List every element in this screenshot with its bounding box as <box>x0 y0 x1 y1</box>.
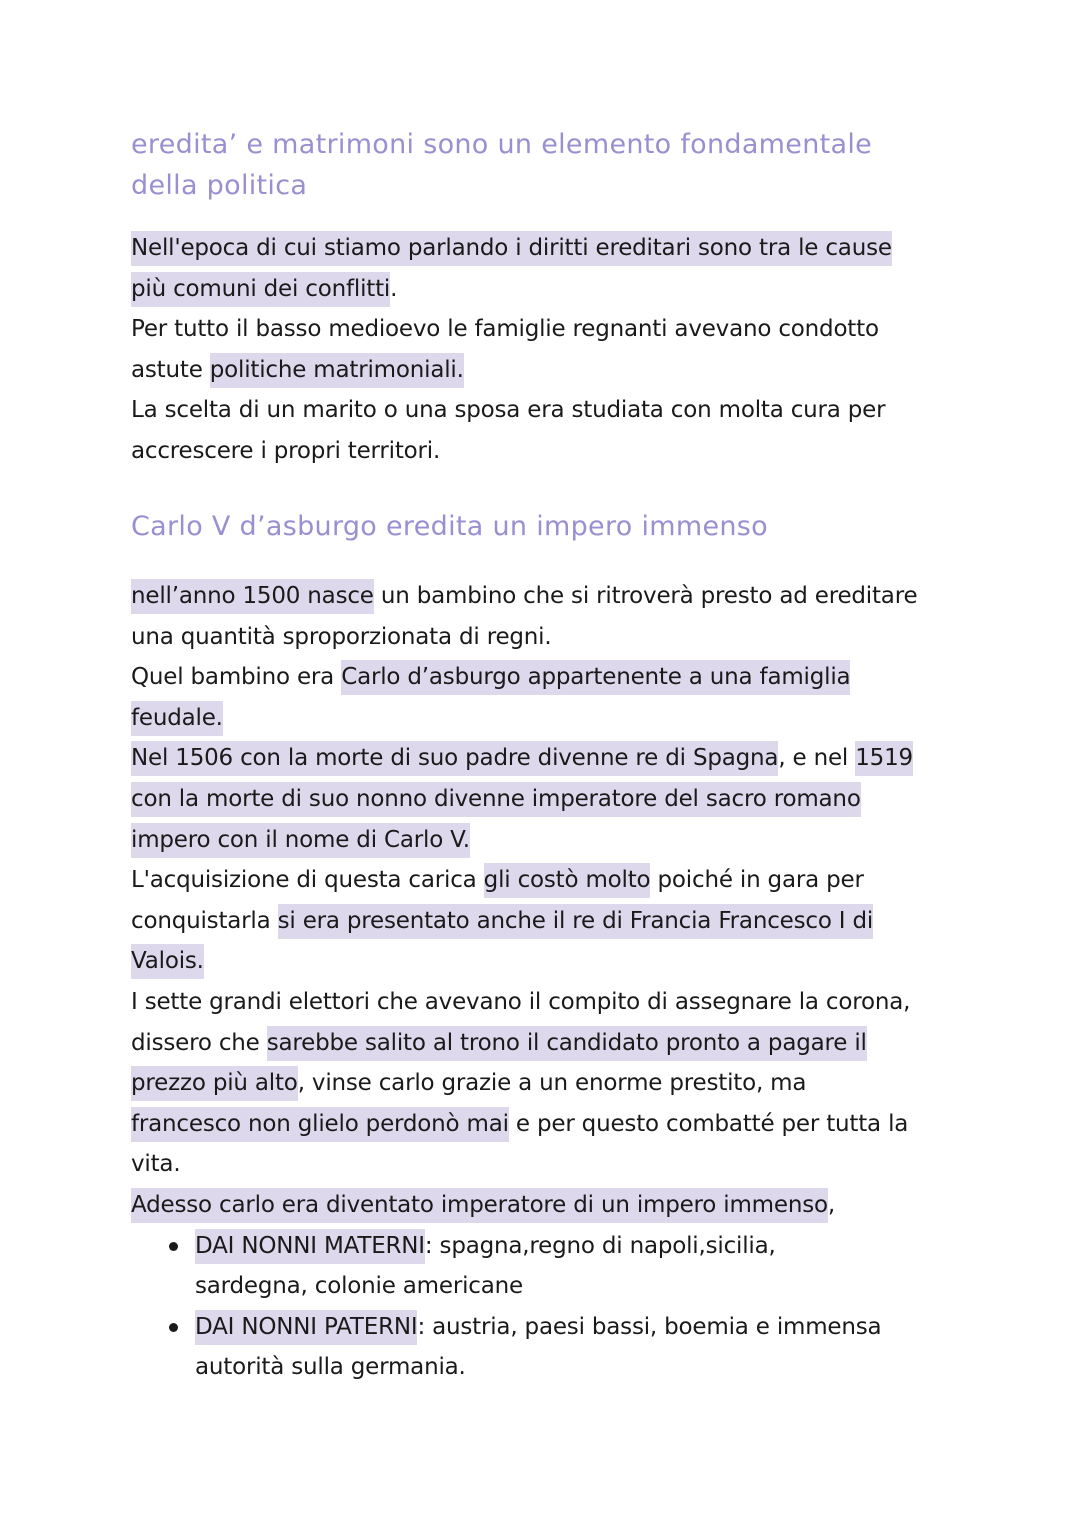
text-line <box>131 228 951 269</box>
paragraph <box>131 576 951 657</box>
text-line <box>131 738 951 779</box>
text: . <box>390 275 398 302</box>
text: astute <box>131 356 210 383</box>
text-line: una quantità sproporzionata di regni. <box>131 623 552 650</box>
highlight: DAI NONNI MATERNI <box>195 1229 425 1264</box>
text-line: sardegna, colonie americane <box>195 1273 523 1300</box>
highlight: Nel 1506 con la morte di suo padre divenne re di Spagna <box>131 741 778 776</box>
text-line <box>131 941 951 982</box>
heading-line: della politica <box>131 169 308 201</box>
paragraph <box>131 738 951 860</box>
text-line: Per tutto il basso medioevo le famiglie regnanti avevano condotto <box>131 316 879 343</box>
text: dissero che <box>131 1029 267 1056</box>
text-line <box>131 1104 951 1145</box>
section-body-carlo-v <box>131 576 951 1388</box>
text-line <box>131 269 951 310</box>
text-line: vita. <box>131 1151 181 1178</box>
text-line <box>131 1063 951 1104</box>
text-line <box>131 576 951 617</box>
highlight: con la morte di suo nonno divenne imperatore del sacro romano <box>131 782 861 817</box>
text: : spagna,regno di napoli,sicilia, <box>424 1232 776 1259</box>
highlight: politiche matrimoniali. <box>210 353 464 388</box>
text-line: I sette grandi elettori che avevano il compito di assegnare la corona, <box>131 988 911 1015</box>
text-line <box>195 1226 951 1267</box>
highlight: prezzo più alto <box>131 1066 298 1101</box>
text: poiché in gara per <box>650 867 864 894</box>
highlight: si era presentato anche il re di Francia Francesco I di <box>278 904 873 939</box>
text: e per questo combatté per tutta la <box>508 1110 909 1137</box>
highlight: sarebbe salito al trono il candidato pronto a pagare il <box>267 1026 867 1061</box>
text-line <box>131 1185 951 1226</box>
list-item <box>131 1226 951 1307</box>
paragraph <box>131 228 951 309</box>
text-line <box>131 350 951 391</box>
highlight: Adesso carlo era diventato imperatore di un impero immenso <box>131 1188 828 1223</box>
paragraph <box>131 982 951 1185</box>
text-line <box>131 820 951 861</box>
text: , e nel <box>778 745 856 772</box>
text: , vinse carlo grazie a un enorme prestito, ma <box>297 1070 807 1097</box>
section-body-eredita <box>131 228 951 472</box>
text: L'acquisizione di questa carica <box>131 867 484 894</box>
highlight: impero con il nome di Carlo V. <box>131 823 470 858</box>
highlight: Valois. <box>131 944 204 979</box>
text-line <box>131 860 951 901</box>
highlight: nell’anno 1500 nasce <box>131 579 374 614</box>
text: Quel bambino era <box>131 664 342 691</box>
text: conquistarla <box>131 907 278 934</box>
text: , <box>827 1191 835 1218</box>
text-line: La scelta di un marito o una sposa era studiata con molta cura per <box>131 397 886 424</box>
highlight: Carlo d’asburgo appartenente a una famiglia <box>341 660 850 695</box>
text-line <box>131 1023 951 1064</box>
text-line <box>131 698 951 739</box>
text-line <box>131 657 951 698</box>
text-line <box>131 779 951 820</box>
text-line: autorità sulla germania. <box>195 1354 466 1381</box>
section-heading-carlo-v <box>131 509 931 550</box>
bullet-list <box>131 1226 951 1388</box>
heading-line: Carlo V d’asburgo eredita un impero immenso <box>131 511 768 542</box>
text: un bambino che si ritroverà presto ad ereditare <box>373 583 918 609</box>
bullet-dot-icon <box>169 1323 178 1332</box>
text: : austria, paesi bassi, boemia e immensa <box>417 1313 882 1340</box>
paragraph <box>131 860 951 982</box>
section-heading-eredita <box>131 127 931 208</box>
text-line <box>131 901 951 942</box>
bullet-dot-icon <box>169 1242 178 1251</box>
heading-line: eredita’ e matrimoni sono un elemento fondamentale <box>131 129 873 160</box>
highlight: 1519 <box>855 741 913 776</box>
list-item <box>131 1307 951 1388</box>
highlight: francesco non glielo perdonò mai <box>131 1107 509 1142</box>
paragraph <box>131 657 951 738</box>
highlight: feudale. <box>131 701 223 736</box>
highlight: gli costò molto <box>484 863 651 898</box>
highlight: più comuni dei conflitti <box>131 272 390 307</box>
highlight: DAI NONNI PATERNI <box>195 1310 417 1345</box>
paragraph <box>131 1185 951 1226</box>
paragraph <box>131 390 951 471</box>
highlight: Nell'epoca di cui stiamo parlando i diritti ereditari sono tra le cause <box>131 231 892 266</box>
text-line <box>195 1307 951 1348</box>
text-line: accrescere i propri territori. <box>131 437 441 464</box>
paragraph <box>131 309 951 390</box>
